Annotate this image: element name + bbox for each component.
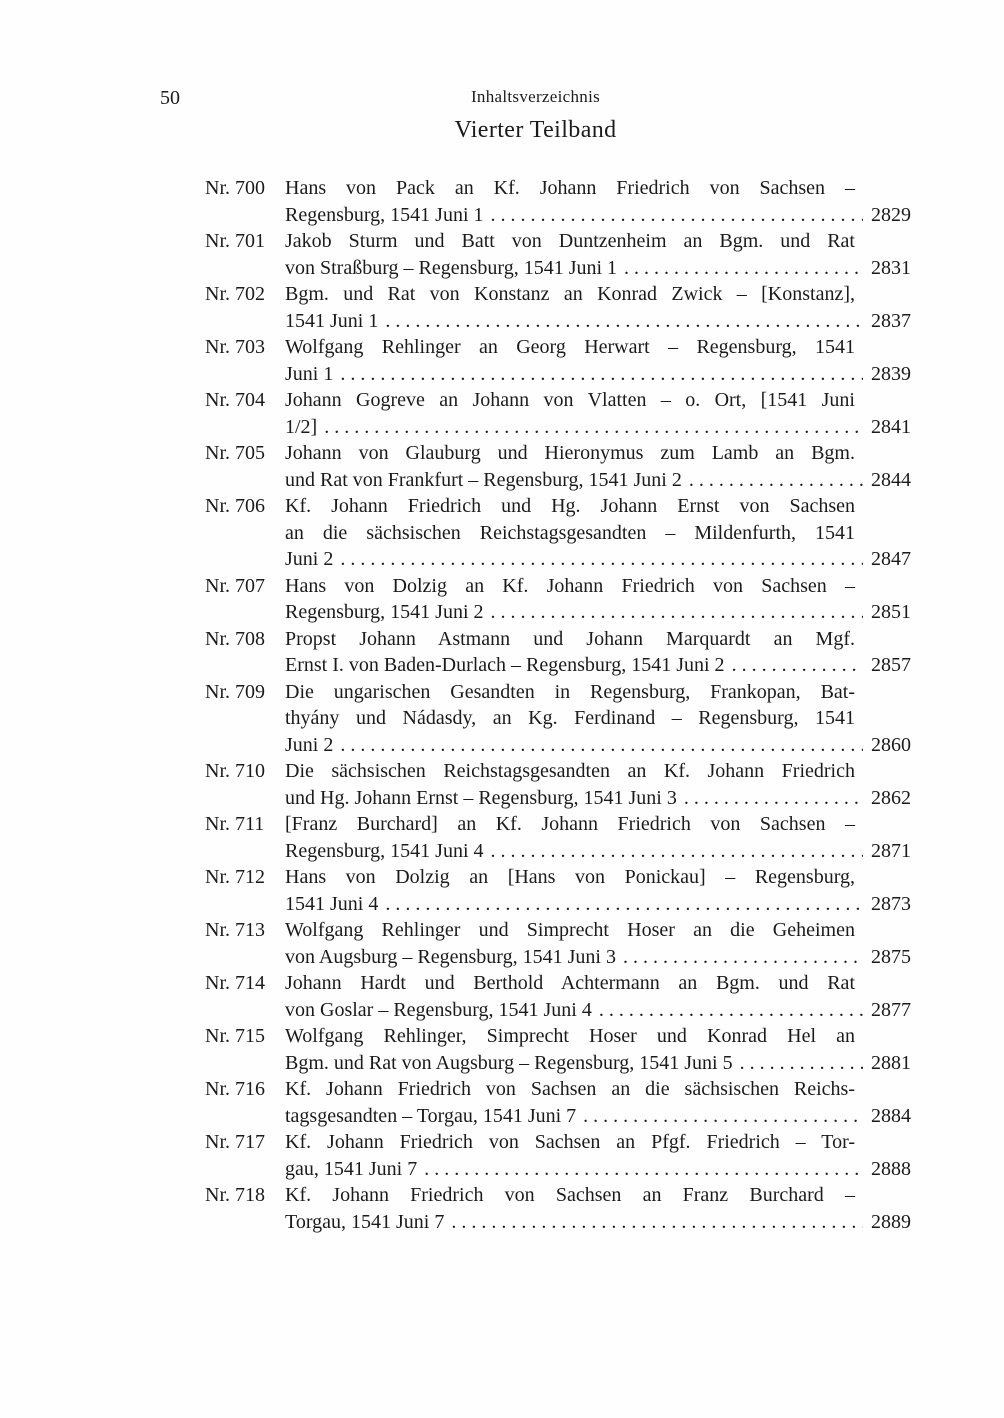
entry-line-text: Ernst I. von Baden-Durlach – Regensburg, 1541 Juni 2 — [285, 654, 725, 676]
toc-entry — [205, 917, 911, 970]
entry-number: Nr. 706 — [205, 495, 265, 517]
entry-page-number: 2888 — [871, 1157, 911, 1180]
toc-entry — [205, 679, 911, 759]
entry-body — [285, 811, 911, 864]
entry-line-text: von Straßburg – Regensburg, 1541 Juni 1 — [285, 256, 618, 279]
entry-body — [285, 758, 911, 811]
entry-last-line — [285, 944, 911, 971]
entry-line: Johann Hardt und Berthold Achtermann an Bgm. und Rat — [285, 972, 855, 994]
dot-leader — [340, 546, 863, 573]
entry-line: Johann von Glauburg und Hieronymus zum Lamb an Bgm. — [285, 442, 855, 464]
entry-line: Wolfgang Rehlinger, Simprecht Hoser und Konrad Hel an — [285, 1025, 855, 1047]
entry-line-text: Juni 1 — [285, 362, 334, 385]
toc-entry — [205, 228, 911, 281]
dot-leader — [623, 944, 863, 971]
entry-line: Kf. Johann Friedrich von Sachsen an Franz Burchard – — [285, 1184, 855, 1206]
entry-body — [285, 1076, 911, 1129]
entry-page-number: 2884 — [871, 1104, 911, 1127]
dot-leader — [451, 1209, 863, 1236]
dot-leader — [624, 255, 863, 282]
entry-body — [285, 1023, 911, 1076]
entry-page-number: 2841 — [871, 415, 911, 438]
entry-line: Bgm. und Rat von Konstanz an Konrad Zwick – [Konstanz], — [285, 283, 855, 305]
toc-entry — [205, 387, 911, 440]
dot-leader — [424, 1156, 863, 1183]
entry-line: Hans von Dolzig an Kf. Johann Friedrich von Sachsen – — [285, 574, 855, 597]
dot-leader — [583, 1103, 863, 1130]
entry-last-line — [285, 891, 911, 918]
entry-last-line — [285, 361, 911, 388]
entry-line-text: 1541 Juni 4 — [285, 892, 379, 915]
entry-line-text: von Augsburg – Regensburg, 1541 Juni 3 — [285, 945, 616, 968]
entry-number: Nr. 716 — [205, 1078, 265, 1100]
toc-entry — [205, 626, 911, 679]
dot-leader — [491, 202, 863, 229]
entry-line-text: Bgm. und Rat von Augsburg – Regensburg, 1541 Juni 5 — [285, 1051, 733, 1074]
entry-last-line — [285, 255, 911, 282]
entry-body — [285, 573, 911, 626]
entry-line-text: von Goslar – Regensburg, 1541 Juni 4 — [285, 998, 592, 1021]
dot-leader — [324, 414, 863, 441]
entry-body — [285, 387, 911, 440]
entry-last-line — [285, 785, 911, 812]
dot-leader — [599, 997, 863, 1024]
entry-line: Hans von Pack an Kf. Johann Friedrich von Sachsen – — [285, 177, 855, 199]
entry-line: thyány und Nádasdy, an Kg. Ferdinand – Regensburg, 1541 — [285, 707, 855, 729]
toc-entry — [205, 1076, 911, 1129]
entry-line: Wolfgang Rehlinger an Georg Herwart – Regensburg, 1541 — [285, 336, 855, 358]
entry-last-line — [285, 997, 911, 1024]
entry-line-text: Regensburg, 1541 Juni 4 — [285, 839, 484, 862]
entry-last-line — [285, 414, 911, 441]
entry-last-line — [285, 1209, 911, 1236]
entry-line: Hans von Dolzig an [Hans von Ponickau] – Regensburg, — [285, 866, 855, 888]
entry-number: Nr. 714 — [205, 972, 265, 994]
entry-number: Nr. 700 — [205, 177, 265, 199]
entry-number: Nr. 701 — [205, 230, 265, 252]
entry-page-number: 2877 — [871, 998, 911, 1021]
entry-last-line — [285, 1050, 911, 1077]
entry-line: Kf. Johann Friedrich von Sachsen an die sächsischen Reichs- — [285, 1078, 855, 1100]
entry-number: Nr. 709 — [205, 680, 265, 703]
entry-last-line — [285, 467, 911, 494]
entry-body — [285, 917, 911, 970]
entry-last-line — [285, 1103, 911, 1130]
entry-line-text: tagsgesandten – Torgau, 1541 Juni 7 — [285, 1104, 577, 1127]
dot-leader — [740, 1050, 863, 1077]
toc-entry — [205, 493, 911, 573]
entry-number: Nr. 715 — [205, 1025, 265, 1047]
toc-entry — [205, 573, 911, 626]
entry-body — [285, 228, 911, 281]
dot-leader — [340, 732, 863, 759]
toc-entry — [205, 1023, 911, 1076]
toc-entry — [205, 334, 911, 387]
entry-page-number: 2829 — [871, 203, 911, 226]
entry-line-text: Juni 2 — [285, 733, 334, 756]
entry-body — [285, 970, 911, 1023]
entry-page-number: 2871 — [871, 839, 911, 862]
dot-leader — [491, 599, 863, 626]
toc-entry — [205, 1129, 911, 1182]
entry-last-line — [285, 652, 911, 679]
entry-number: Nr. 703 — [205, 336, 265, 358]
entry-page-number: 2844 — [871, 468, 911, 491]
entry-body — [285, 626, 911, 679]
entry-body — [285, 493, 911, 573]
entry-page-number: 2873 — [871, 892, 911, 915]
entry-line-text: gau, 1541 Juni 7 — [285, 1157, 418, 1180]
entry-line: [Franz Burchard] an Kf. Johann Friedrich von Sachsen – — [285, 813, 855, 835]
entry-line: Wolfgang Rehlinger und Simprecht Hoser an die Geheimen — [285, 919, 855, 941]
toc-list — [205, 175, 911, 1235]
toc-entry — [205, 811, 911, 864]
running-head: Inhaltsverzeichnis — [470, 87, 601, 106]
dot-leader — [491, 838, 863, 865]
page-number: 50 — [160, 87, 180, 109]
entry-line-text: und Rat von Frankfurt – Regensburg, 1541 Juni 2 — [285, 468, 682, 491]
entry-body — [285, 864, 911, 917]
entry-number: Nr. 702 — [205, 283, 265, 305]
entry-line-text: Torgau, 1541 Juni 7 — [285, 1210, 445, 1233]
dot-leader — [385, 308, 863, 335]
entry-body — [285, 1182, 911, 1235]
entry-page-number: 2837 — [871, 309, 911, 332]
entry-number: Nr. 712 — [205, 866, 265, 888]
entry-line: Kf. Johann Friedrich und Hg. Johann Ernst von Sachsen — [285, 495, 855, 517]
section-title: Vierter Teilband — [454, 117, 617, 143]
entry-number: Nr. 705 — [205, 442, 265, 464]
entry-line: Kf. Johann Friedrich von Sachsen an Pfgf. Friedrich – Tor- — [285, 1131, 855, 1153]
entry-last-line — [285, 308, 911, 335]
dot-leader — [340, 361, 863, 388]
entry-last-line — [285, 546, 911, 573]
toc-entry — [205, 864, 911, 917]
entry-number: Nr. 713 — [205, 919, 265, 941]
toc-entry — [205, 440, 911, 493]
entry-line: Jakob Sturm und Batt von Duntzenheim an Bgm. und Rat — [285, 230, 855, 252]
entry-body — [285, 679, 911, 759]
entry-page-number: 2831 — [871, 256, 911, 279]
entry-number: Nr. 704 — [205, 389, 265, 411]
entry-line: an die sächsischen Reichstagsgesandten – Mildenfurth, 1541 — [285, 521, 855, 544]
entry-line-text: Juni 2 — [285, 548, 334, 570]
dot-leader — [684, 785, 863, 812]
entry-line-text: und Hg. Johann Ernst – Regensburg, 1541 Juni 3 — [285, 786, 677, 809]
entry-page-number: 2889 — [871, 1210, 911, 1233]
entry-body — [285, 175, 911, 228]
entry-body — [285, 281, 911, 334]
entry-page-number: 2847 — [871, 548, 911, 570]
dot-leader — [385, 891, 863, 918]
entry-body — [285, 334, 911, 387]
entry-number: Nr. 711 — [205, 813, 265, 835]
dot-leader — [689, 467, 863, 494]
entry-line-text: 1541 Juni 1 — [285, 309, 379, 332]
entry-number: Nr. 708 — [205, 627, 265, 650]
entry-page-number: 2857 — [871, 654, 911, 676]
entry-number: Nr. 707 — [205, 574, 265, 597]
entry-last-line — [285, 1156, 911, 1183]
dot-leader — [732, 652, 863, 679]
entry-line: Die sächsischen Reichstagsgesandten an Kf. Johann Friedrich — [285, 760, 855, 782]
toc-entry — [205, 970, 911, 1023]
page-header — [160, 84, 911, 110]
entry-page-number: 2862 — [871, 786, 911, 809]
entry-page-number: 2851 — [871, 601, 911, 623]
entry-line-text: Regensburg, 1541 Juni 1 — [285, 203, 484, 226]
entry-page-number: 2881 — [871, 1051, 911, 1074]
entry-number: Nr. 710 — [205, 760, 265, 782]
entry-last-line — [285, 838, 911, 865]
entry-line-text: Regensburg, 1541 Juni 2 — [285, 601, 484, 623]
entry-line: Die ungarischen Gesandten in Regensburg, Frankopan, Bat- — [285, 680, 855, 703]
toc-entry — [205, 1182, 911, 1235]
entry-line-text: 1/2] — [285, 415, 318, 438]
entry-line: Propst Johann Astmann und Johann Marquardt an Mgf. — [285, 627, 855, 650]
entry-number: Nr. 717 — [205, 1131, 265, 1153]
entry-body — [285, 1129, 911, 1182]
entry-last-line — [285, 599, 911, 626]
toc-entry — [205, 175, 911, 228]
entry-number: Nr. 718 — [205, 1184, 265, 1206]
toc-entry — [205, 758, 911, 811]
entry-body — [285, 440, 911, 493]
entry-last-line — [285, 732, 911, 759]
entry-page-number: 2839 — [871, 362, 911, 385]
entry-page-number: 2860 — [871, 733, 911, 756]
entry-page-number: 2875 — [871, 945, 911, 968]
toc-entry — [205, 281, 911, 334]
entry-last-line — [285, 202, 911, 229]
entry-line: Johann Gogreve an Johann von Vlatten – o. Ort, [1541 Juni — [285, 389, 855, 411]
